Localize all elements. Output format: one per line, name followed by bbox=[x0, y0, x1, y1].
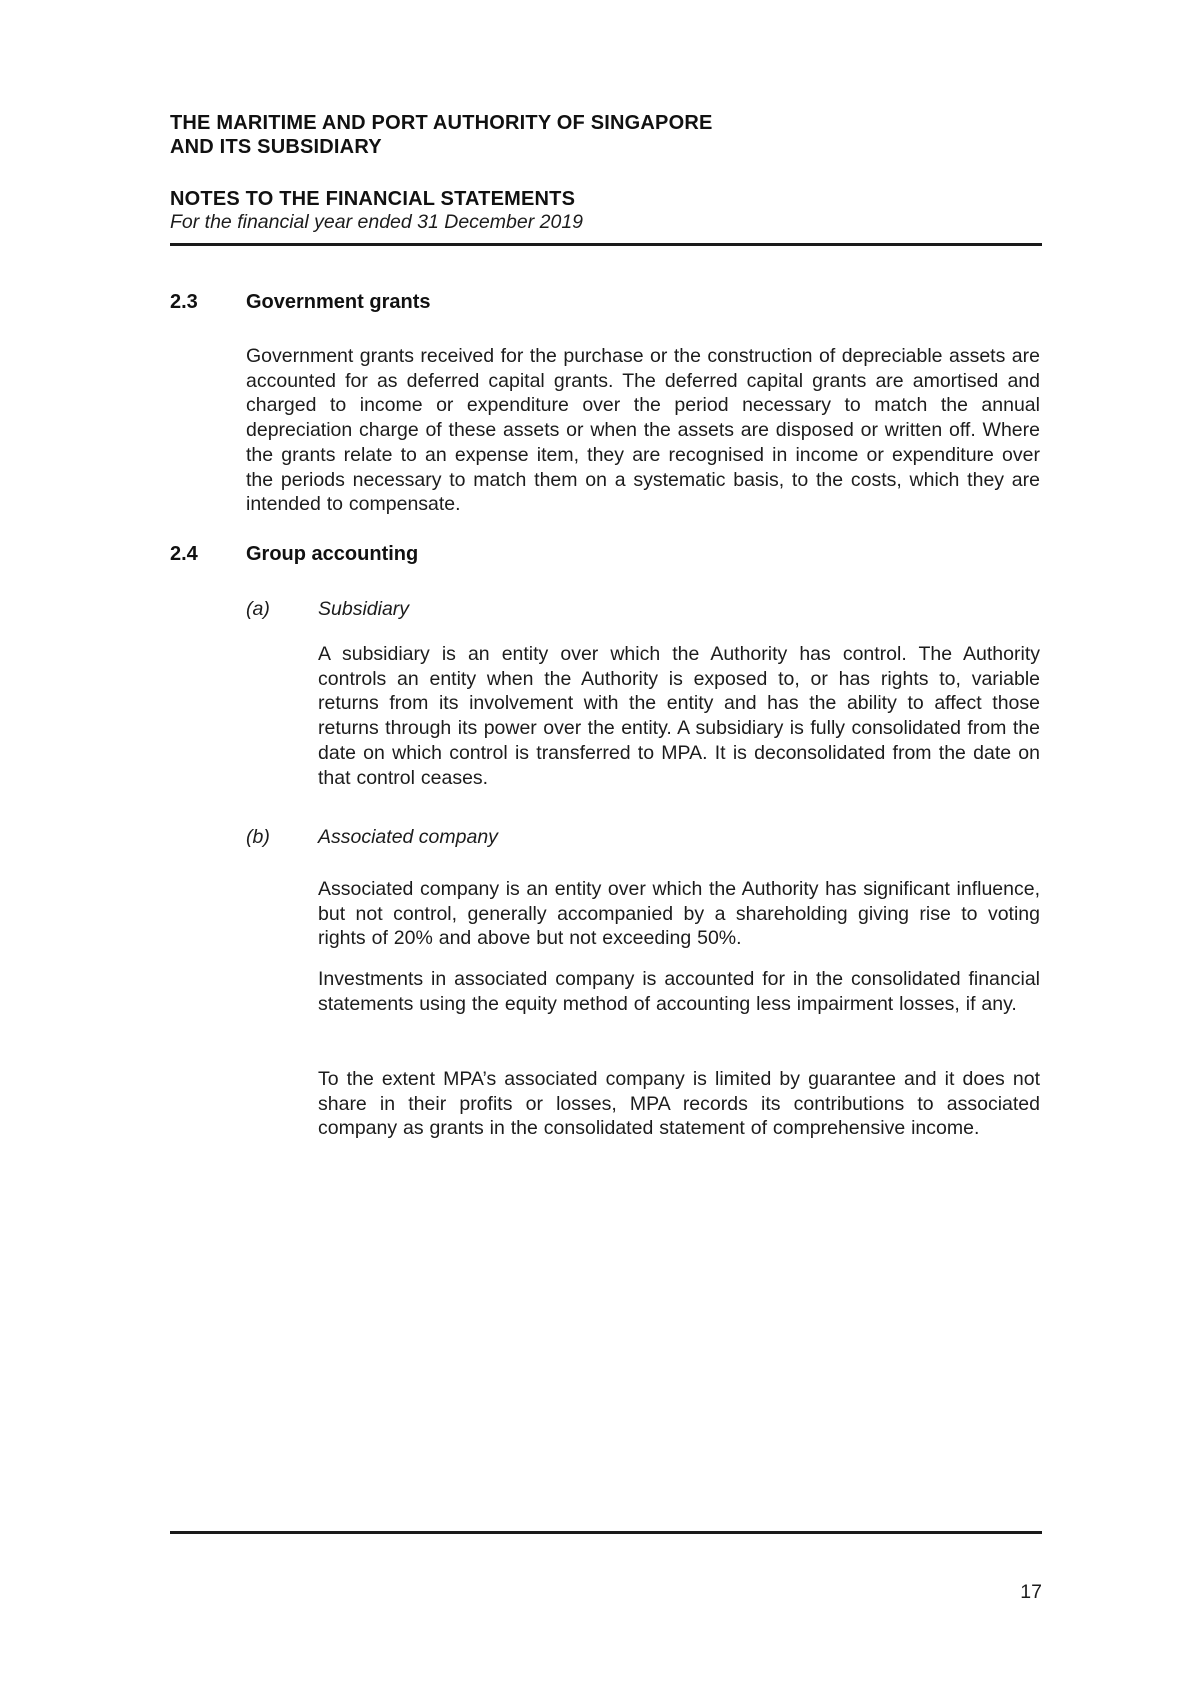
org-name-line2: AND ITS SUBSIDIARY bbox=[170, 135, 382, 158]
footer-rule bbox=[170, 1531, 1042, 1534]
doc-title: NOTES TO THE FINANCIAL STATEMENTS bbox=[170, 188, 576, 210]
subsection-b-paragraph-2: Investments in associated company is accounted for in the consolidated financial statements using the equity method of accounting less impairment losses, if any. bbox=[318, 968, 1040, 1015]
section-2-3-heading bbox=[170, 290, 1042, 315]
subsection-label: (b) bbox=[246, 826, 270, 848]
subsection-a-paragraph: A subsidiary is an entity over which the Authority has control. The Authority controls an entity when the Authority is exposed to, or has rights to, variable returns from its involvement with the entity and has the ability to affect those returns through its power over the entity. A subsidiary is fully consolidated from the date on which control is transferred to MPA. It is deconsolidated from the date on that control ceases. bbox=[318, 643, 1040, 789]
section-title: Government grants bbox=[246, 291, 431, 313]
subsection-label: (a) bbox=[246, 598, 270, 620]
document-header bbox=[170, 112, 1042, 159]
section-number: 2.4 bbox=[170, 543, 198, 565]
subsection-b-heading bbox=[246, 825, 1040, 850]
page-number: 17 bbox=[1020, 1581, 1042, 1603]
section-2-4-heading bbox=[170, 542, 1042, 567]
subsection-b-paragraph-3: To the extent MPA’s associated company is limited by guarantee and it does not share in their profits or losses, MPA records its contributions to associated company as grants in the consolidated statement of comprehensive income. bbox=[318, 1068, 1040, 1140]
section-title: Group accounting bbox=[246, 543, 419, 565]
subsection-title: Associated company bbox=[318, 826, 498, 848]
subsection-b-paragraph-1: Associated company is an entity over which the Authority has significant influence, but not control, generally accompanied by a shareholding giving rise to voting rights of 20% and above but not exceeding 50%. bbox=[318, 878, 1040, 950]
header-rule bbox=[170, 243, 1042, 246]
section-number: 2.3 bbox=[170, 291, 198, 313]
org-name-line1: THE MARITIME AND PORT AUTHORITY OF SINGAPORE bbox=[170, 112, 713, 134]
subsection-a-heading bbox=[246, 597, 1040, 622]
subsection-title: Subsidiary bbox=[318, 598, 410, 620]
doc-subtitle: For the financial year ended 31 December 2019 bbox=[170, 211, 584, 233]
section-2-3-paragraph: Government grants received for the purchase or the construction of depreciable assets are accounted for as deferred capital grants. The deferred capital grants are amortised and charged to income or expenditure over the period necessary to match the annual depreciation charge of these assets or when the assets are disposed or written off. Where the grants relate to an expense item, they are recognised in income or expenditure over the periods necessary to match them on a systematic basis, to the costs, which they are intended to compensate. bbox=[246, 345, 1040, 516]
